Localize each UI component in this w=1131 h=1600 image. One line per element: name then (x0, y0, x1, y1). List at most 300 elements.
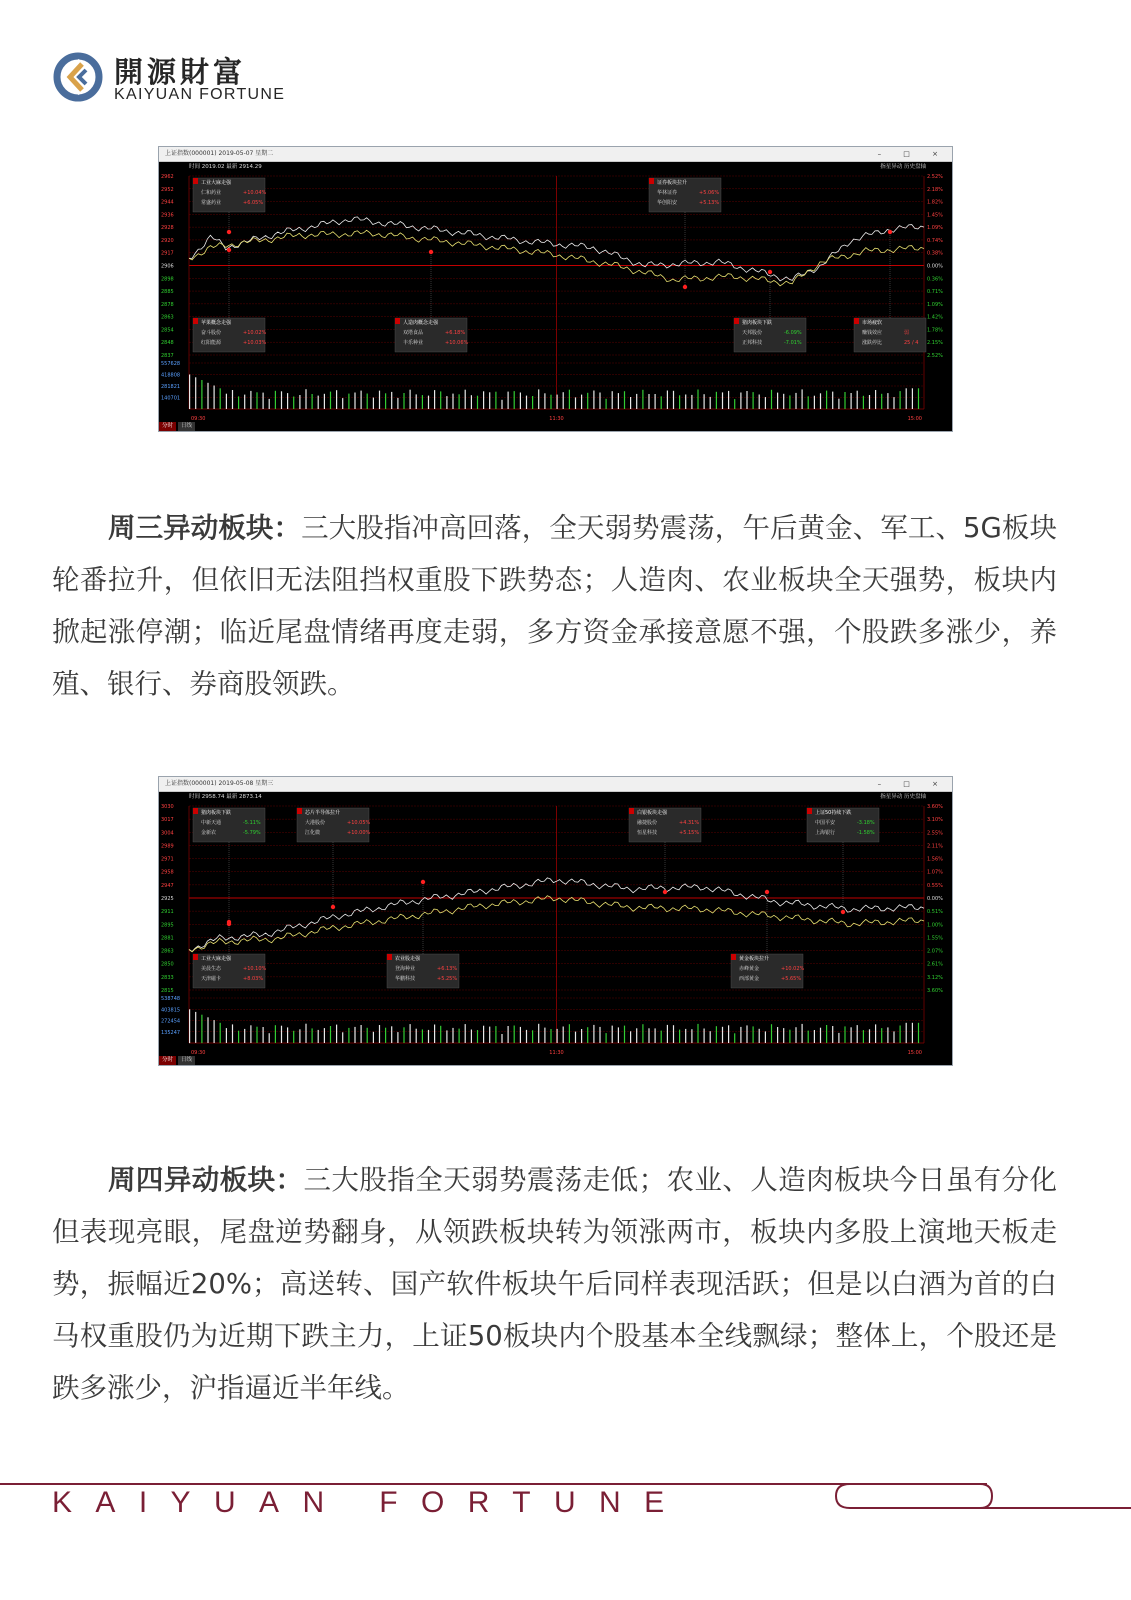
wednesday-summary (52, 502, 1057, 710)
volume-bar (226, 394, 227, 409)
volume-bar (550, 1029, 551, 1043)
time-label: 11:30 (549, 1050, 564, 1056)
volume-bar (538, 1024, 539, 1043)
volume-bar (679, 395, 680, 409)
volume-bar (887, 1027, 888, 1043)
volume-bar (318, 1030, 319, 1043)
percent-tick-label: 2.15% (927, 340, 943, 347)
price-tick-label: 2925 (161, 896, 174, 902)
volume-bar (275, 1025, 276, 1043)
percent-tick-label: 1.82% (927, 199, 943, 206)
volume-bar (269, 399, 270, 409)
time-label: 09:30 (191, 416, 206, 422)
tag-marker-icon (841, 910, 845, 914)
tag-stock-name: 华林证券 (657, 190, 678, 196)
volume-bar (704, 1029, 705, 1044)
volume-bar (201, 1015, 202, 1043)
market-chart-screenshot-2 (158, 776, 953, 1066)
tag-stock-change: +5.65% (781, 976, 802, 982)
price-tick-label: 2989 (161, 843, 174, 850)
tag-stock-change: +10.00% (347, 830, 371, 836)
tag-stock-name: 上海银行 (815, 830, 836, 836)
price-tick-label: 2962 (161, 174, 174, 180)
tag-stock-change: +4.31% (679, 820, 700, 826)
tag-marker-icon (765, 890, 769, 894)
wednesday-lead: 周三异动板块： (108, 512, 302, 544)
volume-bar (802, 389, 803, 409)
tag-stock-change: +6.18% (445, 330, 466, 336)
tag-stock-change: -7.01% (784, 340, 802, 346)
volume-bar (783, 1028, 784, 1043)
volume-bar (636, 394, 637, 409)
percent-tick-label: 1.09% (927, 225, 943, 232)
tag-title: 苹果概念走强 (201, 320, 232, 326)
volume-bar (538, 389, 539, 409)
tag-stock-name: 天邦股份 (742, 330, 763, 336)
volume-bar (746, 1025, 747, 1043)
intraday-chart (159, 802, 952, 1057)
volume-bar (557, 395, 558, 409)
volume-bar (232, 390, 233, 409)
brand-logo (52, 50, 352, 110)
volume-bar (599, 393, 600, 410)
volume-bar (624, 1026, 625, 1043)
percent-tick-label: 0.51% (927, 909, 943, 916)
volume-bar (250, 391, 251, 409)
volume-bar (716, 1026, 717, 1043)
volume-bar (697, 390, 698, 410)
tag-stock-name: 红阳能源 (201, 340, 222, 346)
volume-bar (361, 391, 362, 409)
volume-bar (281, 1026, 282, 1043)
tab-daily[interactable]: 日线 (178, 1056, 195, 1065)
volume-bar (336, 390, 337, 409)
volume-tick-label: 403815 (161, 1007, 181, 1014)
price-tick-label: 3030 (161, 804, 174, 810)
volume-bar (875, 390, 876, 409)
tag-stock-name: 仁和药业 (201, 190, 222, 196)
volume-bar (489, 1027, 490, 1043)
volume-bar (440, 1026, 441, 1043)
tag-stock-change: 25 / 4 (904, 340, 919, 346)
volume-bar (373, 1032, 374, 1043)
percent-tick-label: 0.36% (927, 276, 943, 283)
tag-stock-name: 恒星科技 (637, 830, 658, 836)
tag-stock-name: 中国平安 (815, 820, 836, 826)
volume-bar (893, 397, 894, 409)
percent-tick-label: 0.00% (927, 896, 943, 902)
volume-bar (734, 399, 735, 409)
volume-bar (440, 391, 441, 409)
thursday-lead: 周四异动板块： (108, 1164, 304, 1196)
volume-bar (832, 392, 833, 409)
kaiyuan-logo-icon (52, 50, 104, 104)
tag-stock-name: 赚钱效应 (862, 330, 883, 336)
event-tag-card (193, 808, 265, 924)
volume-bar (918, 1023, 919, 1043)
volume-bar (808, 1031, 809, 1043)
window-title: 上证指数(000001) 2019-05-08 星期三 (165, 780, 274, 787)
volume-bar (606, 399, 607, 409)
tag-stock-name: 融捷股份 (637, 820, 658, 826)
tag-stock-name: 中新天通 (201, 820, 222, 826)
tag-stock-name: 双塔食品 (403, 330, 424, 336)
volume-bar (606, 1033, 607, 1043)
volume-bar (287, 393, 288, 409)
volume-bar (256, 392, 257, 409)
volume-bar (263, 393, 264, 409)
volume-bar (195, 1012, 196, 1043)
volume-bar (569, 1024, 570, 1043)
percent-tick-label: 3.60% (927, 988, 943, 994)
volume-bar (667, 1025, 668, 1043)
volume-bar (299, 395, 300, 409)
window-controls[interactable]: – □ × (877, 150, 948, 158)
tag-flag-icon (629, 808, 634, 814)
volume-bar (403, 393, 404, 409)
tab-daily[interactable]: 日线 (178, 422, 195, 431)
volume-bar (685, 395, 686, 410)
tag-stock-name: 天津磁卡 (201, 976, 222, 982)
percent-tick-label: 2.07% (927, 948, 943, 955)
volume-bar (863, 1030, 864, 1043)
thursday-body: 三大股指全天弱势震荡走低；农业、人造肉板块今日虽有分化但表现亮眼，尾盘逆势翻身，从领跌板块转为领涨两市，板块内多股上演地天板走势，振幅近20%；高送转、国产软件板块午后同样表现活跃；但是以白酒为首的白马权重股仍为近期下跌主力，上证50板块内个股基本全线飘绿；整体上，个股还是跌多涨少，沪指逼近半年线。 (52, 1164, 1058, 1404)
tag-stock-change: +10.02% (781, 966, 805, 972)
volume-bar (214, 386, 215, 410)
volume-bar (587, 393, 588, 409)
volume-bar (403, 1027, 404, 1043)
volume-bar (814, 396, 815, 409)
market-chart-screenshot-1 (158, 146, 953, 432)
window-titlebar (159, 147, 952, 162)
tag-title: 证券板块拉升 (657, 180, 688, 186)
volume-bar (612, 391, 613, 409)
volume-bar (207, 1017, 208, 1043)
volume-bar (691, 1029, 692, 1043)
price-tick-label: 2952 (161, 186, 174, 193)
volume-bar (563, 1027, 564, 1044)
volume-bar (777, 1027, 778, 1043)
volume-bar (293, 1031, 294, 1043)
volume-bar (648, 1028, 649, 1043)
volume-bar (685, 1029, 686, 1043)
event-tag-card (193, 922, 267, 988)
volume-bar (514, 391, 515, 409)
volume-bar (305, 389, 306, 409)
tab-intraday[interactable]: 分时 (159, 1056, 176, 1065)
volume-bar (740, 1027, 741, 1043)
tag-flag-icon (193, 808, 198, 814)
time-label: 15:00 (907, 1050, 922, 1056)
volume-bar (838, 1033, 839, 1043)
event-tag-card (193, 248, 267, 352)
tag-flag-icon (731, 954, 736, 960)
percent-tick-label: 1.42% (927, 314, 943, 321)
volume-tick-label: 281821 (161, 384, 181, 390)
price-tick-label: 2837 (161, 353, 174, 359)
volume-bar (887, 393, 888, 409)
chart-info-bar (159, 792, 952, 802)
percent-tick-label: 0.55% (927, 882, 943, 889)
chart-tabs (159, 1056, 195, 1065)
volume-bar (655, 394, 656, 409)
volume-bar (361, 1025, 362, 1043)
percent-tick-label: 2.52% (927, 353, 943, 359)
price-tick-label: 2917 (161, 250, 174, 257)
volume-bar (373, 398, 374, 409)
tag-title: 人造肉概念走强 (403, 320, 439, 326)
tag-stock-change: +8.03% (243, 976, 264, 982)
volume-bar (844, 1026, 845, 1043)
volume-bar (587, 1027, 588, 1043)
volume-bar (367, 394, 368, 410)
volume-bar (201, 380, 202, 409)
volume-bar (526, 396, 527, 409)
chart-info-text: 时间 2019.02 最新 2914.29 (189, 164, 262, 170)
tag-stock-name: 涨跌停比 (862, 340, 883, 346)
volume-bar (446, 396, 447, 409)
chart-tabs (159, 422, 195, 431)
chart-right-info[interactable]: 指星异动 历史盘轴 (880, 164, 926, 170)
tag-flag-icon (854, 318, 859, 324)
volume-bar (820, 393, 821, 409)
tag-marker-icon (421, 880, 425, 884)
tag-stock-change: +5.06% (699, 190, 720, 196)
volume-tick-label: 538748 (161, 996, 181, 1002)
volume-bar (244, 1029, 245, 1043)
tag-flag-icon (297, 808, 302, 814)
percent-tick-label: 1.07% (927, 869, 943, 876)
volume-bar (820, 1028, 821, 1043)
volume-bar (642, 390, 643, 409)
volume-bar (869, 1029, 870, 1043)
percent-tick-label: 2.55% (927, 830, 943, 837)
volume-bar (655, 1028, 656, 1043)
percent-tick-label: 3.60% (927, 804, 943, 810)
percent-tick-label: 3.10% (927, 817, 943, 824)
volume-bar (728, 1025, 729, 1043)
volume-bar (900, 1026, 901, 1044)
volume-bar (832, 1026, 833, 1043)
tag-stock-change: -5.11% (243, 820, 261, 826)
volume-bar (569, 390, 570, 409)
event-tag-card (649, 178, 721, 289)
window-controls[interactable]: – □ × (877, 780, 948, 788)
volume-bar (759, 395, 760, 410)
price-tick-label: 2878 (161, 301, 174, 308)
volume-bar (397, 1032, 398, 1043)
chart-right-info[interactable]: 指星异动 历史盘轴 (880, 794, 926, 800)
volume-bar (226, 1028, 227, 1043)
volume-bar (495, 392, 496, 409)
volume-bar (330, 1026, 331, 1043)
volume-bar (881, 1028, 882, 1043)
percent-tick-label: 1.00% (927, 922, 943, 929)
tag-stock-change: +5.15% (679, 830, 700, 836)
volume-bar (814, 1030, 815, 1043)
tag-marker-icon (227, 248, 231, 252)
percent-tick-label: 2.11% (927, 843, 943, 850)
volume-bar (250, 1025, 251, 1043)
volume-bar (471, 395, 472, 409)
volume-bar (795, 1027, 796, 1043)
tag-stock-name: 大港股份 (305, 820, 326, 826)
volume-bar (428, 1030, 429, 1043)
volume-bar (256, 1027, 257, 1043)
volume-bar (379, 391, 380, 409)
volume-bar (281, 391, 282, 409)
tag-stock-name: 赤峰黄金 (739, 966, 760, 972)
tag-stock-name: 正邦科技 (742, 340, 763, 346)
tag-stock-name: 江化微 (305, 830, 321, 836)
volume-bar (189, 1009, 190, 1043)
volume-bar (410, 390, 411, 409)
tag-title: 上证50持续下跌 (815, 810, 852, 816)
volume-bar (599, 1027, 600, 1043)
volume-bar (434, 390, 435, 409)
tag-title: 农业股走强 (395, 956, 421, 962)
volume-bar (802, 1024, 803, 1043)
volume-bar (593, 391, 594, 410)
volume-bar (881, 394, 882, 409)
percent-tick-label: 2.52% (927, 174, 943, 180)
volume-bar (544, 393, 545, 409)
volume-bar (710, 397, 711, 409)
volume-bar (397, 398, 398, 409)
volume-bar (563, 392, 564, 409)
volume-bar (716, 392, 717, 409)
volume-bar (765, 1031, 766, 1043)
volume-bar (734, 1033, 735, 1043)
tag-stock-change: 弱 (904, 330, 910, 336)
tag-stock-name: 丰乐种业 (403, 340, 424, 346)
volume-bar (293, 397, 294, 410)
volume-bar (305, 1024, 306, 1043)
price-tick-label: 2815 (161, 988, 174, 994)
price-tick-label: 2863 (161, 948, 174, 955)
price-tick-label: 2928 (161, 225, 174, 232)
volume-bar (354, 393, 355, 410)
time-label: 15:00 (907, 416, 922, 422)
volume-bar (465, 1024, 466, 1043)
tag-stock-change: +10.04% (243, 190, 267, 196)
volume-bar (581, 395, 582, 409)
volume-bar (348, 1028, 349, 1043)
volume-bar (918, 388, 919, 409)
volume-bar (900, 391, 901, 409)
volume-bar (722, 1027, 723, 1043)
volume-bar (446, 1030, 447, 1043)
tag-stock-change: +6.05% (243, 200, 264, 206)
volume-bar (851, 393, 852, 409)
tag-stock-name: 华创阳安 (657, 200, 678, 206)
volume-bar (673, 391, 674, 409)
tag-stock-change: -3.18% (857, 820, 875, 826)
volume-bar (759, 1029, 760, 1043)
volume-bar (514, 1026, 515, 1044)
volume-bar (618, 1027, 619, 1043)
volume-bar (483, 1026, 484, 1043)
volume-bar (679, 1030, 680, 1043)
volume-bar (557, 1029, 558, 1043)
price-tick-label: 2833 (161, 974, 174, 981)
tag-stock-change: +10.02% (243, 330, 267, 336)
volume-bar (416, 1029, 417, 1043)
price-tick-label: 2863 (161, 314, 174, 321)
tag-title: 工业大麻走强 (201, 956, 232, 962)
tag-stock-name: 美晨生态 (201, 966, 222, 972)
volume-bar (581, 1029, 582, 1043)
volume-bar (893, 1031, 894, 1043)
volume-bar (661, 396, 662, 409)
tag-title: 猪肉板块下跌 (742, 320, 773, 326)
tag-flag-icon (734, 318, 739, 324)
volume-bar (489, 392, 490, 409)
price-tick-label: 2898 (161, 276, 174, 283)
volume-bar (459, 394, 460, 409)
tag-flag-icon (807, 808, 812, 814)
volume-bar (526, 1030, 527, 1043)
volume-bar (214, 1020, 215, 1043)
volume-bar (722, 392, 723, 409)
volume-bar (269, 1033, 270, 1043)
tag-title: 芯片半导体拉升 (305, 810, 341, 816)
volume-bar (416, 394, 417, 409)
tag-stock-name: 华鹏科技 (395, 976, 416, 982)
price-tick-label: 2854 (161, 327, 174, 334)
tag-marker-icon (227, 922, 231, 926)
volume-bar (422, 1029, 423, 1043)
price-tick-label: 2885 (161, 289, 174, 296)
volume-tick-label: 418808 (161, 372, 181, 379)
tag-title: 黄金板块拉升 (739, 956, 770, 962)
tag-title: 猪肉板块下跌 (201, 810, 232, 816)
tag-marker-icon (888, 230, 892, 234)
volume-bar (501, 1034, 502, 1043)
tag-stock-name: 常盛药业 (201, 200, 222, 206)
volume-bar (287, 1027, 288, 1043)
tag-stock-name: 金新农 (201, 830, 217, 836)
tag-stock-name: 奋斗股份 (201, 330, 222, 336)
volume-bar (869, 395, 870, 409)
percent-tick-label: 1.56% (927, 856, 943, 863)
volume-bar (875, 1024, 876, 1043)
volume-bar (532, 1030, 533, 1043)
percent-tick-label: 2.61% (927, 961, 943, 968)
intraday-chart (159, 172, 952, 423)
volume-bar (452, 1028, 453, 1043)
percent-tick-label: 2.18% (927, 186, 943, 193)
volume-bar (661, 1031, 662, 1043)
tag-flag-icon (387, 954, 392, 960)
price-tick-label: 2936 (161, 212, 174, 219)
tag-flag-icon (193, 318, 198, 324)
tag-title: 白银板块走强 (637, 810, 668, 816)
volume-bar (508, 1026, 509, 1043)
volume-bar (710, 1031, 711, 1043)
volume-bar (753, 1026, 754, 1043)
volume-bar (385, 1028, 386, 1043)
percent-tick-label: 0.71% (927, 289, 943, 296)
tab-intraday[interactable]: 分时 (159, 422, 176, 431)
tag-stock-change: +5.13% (699, 200, 720, 206)
logo-english-name: KAIYUAN FORTUNE (114, 86, 286, 103)
volume-bar (857, 391, 858, 409)
volume-bar (912, 1023, 913, 1043)
volume-bar (354, 1027, 355, 1043)
tag-marker-icon (768, 270, 772, 274)
volume-bar (477, 396, 478, 409)
